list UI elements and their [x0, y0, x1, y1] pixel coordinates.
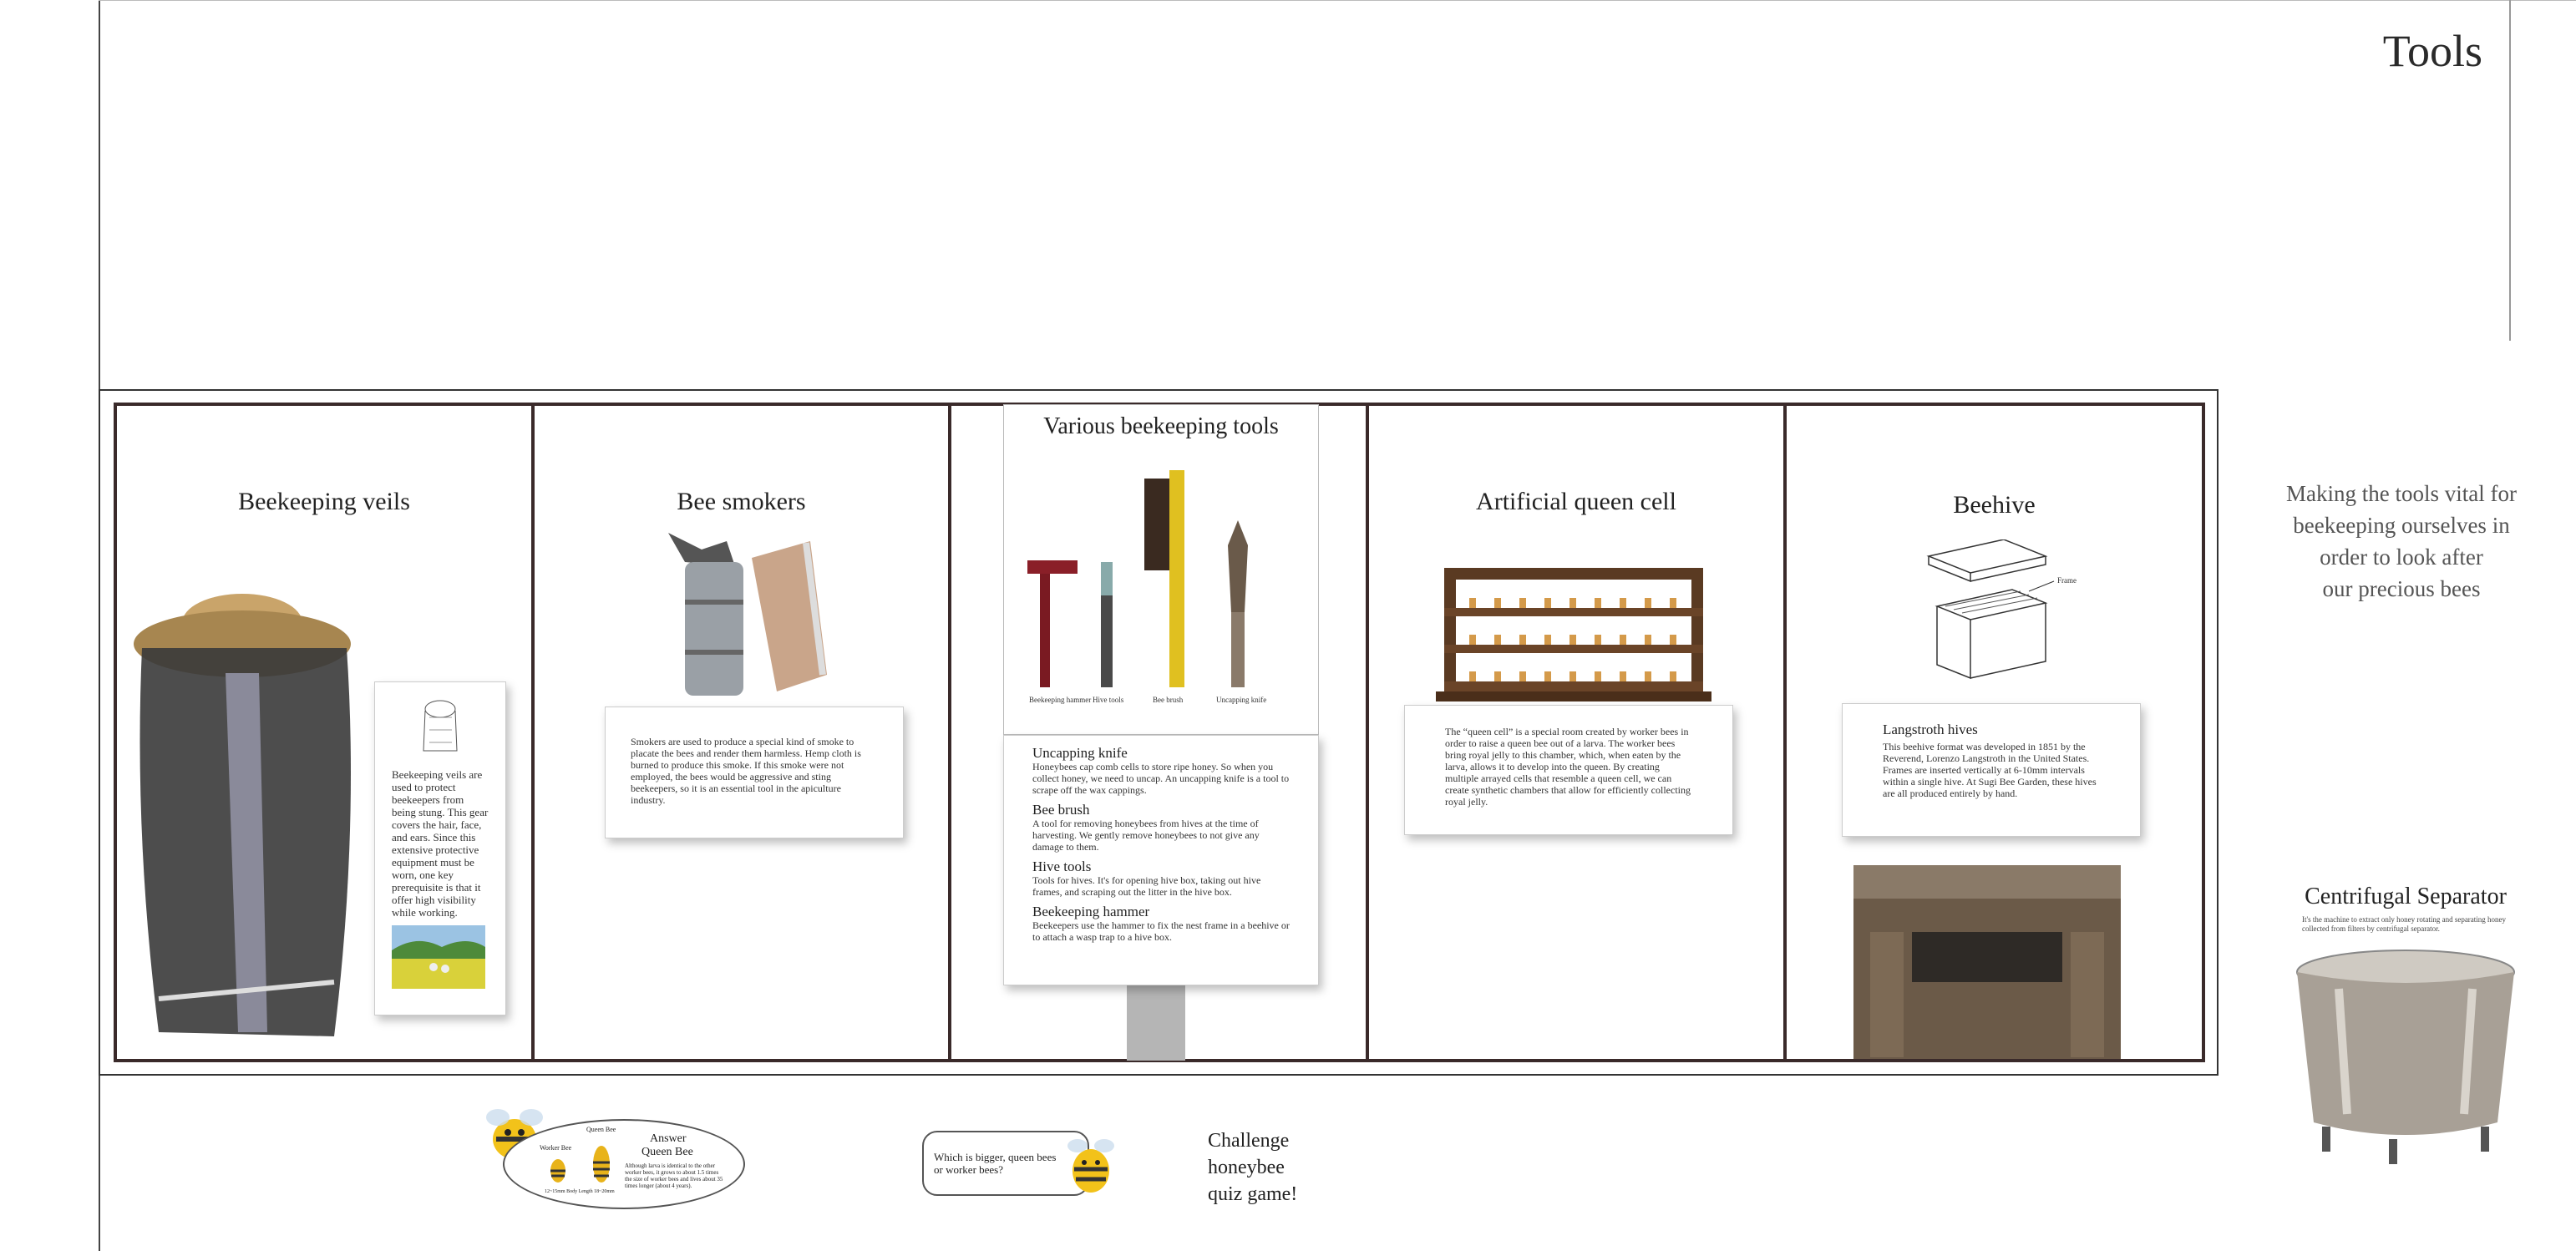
quiz-challenge-line-2: honeybee	[1208, 1157, 1285, 1178]
tools-board	[1003, 404, 1319, 735]
panel-title: Artificial queen cell	[1476, 488, 1676, 515]
intro-text	[2255, 478, 2548, 605]
quiz-queen-label: Queen Bee	[586, 1126, 616, 1133]
veils-card	[374, 681, 506, 1015]
tool-text-hammer: Beekeepers use the hammer to fix the nest frame in a beehive or to attach a wasp trap to a hive box.	[1032, 919, 1290, 943]
beehive-text: This beehive format was developed in 1851 by the Reverend, Lorenzo Langstroth in the United States. Frames are inserted vertically at 6-10mm intervals within a single hive. At Sugi Bee Garden, these hives are all produced entirely by hand.	[1883, 741, 2097, 799]
queen-cell-frame-image	[1436, 568, 1711, 701]
page-title: Tools	[2382, 26, 2482, 76]
panel-title: Bee smokers	[677, 488, 806, 515]
veil-image	[134, 581, 368, 1057]
smoker-image	[652, 524, 835, 700]
tool-text-brush: A tool for removing honeybees from hives at the time of harvesting. We gently remove honeybees to not give any damage to them.	[1032, 818, 1260, 853]
intro-line-2: beekeeping ourselves in	[2293, 513, 2510, 538]
tool-caption-hammer: Beekeeping hammer	[1029, 696, 1092, 704]
quiz-challenge	[1208, 1127, 1297, 1208]
beehive-sketch-image	[1920, 539, 2121, 681]
tool-heading-brush: Bee brush	[1032, 802, 1090, 818]
queen-cell-text: The “queen cell” is a special room created by worker bees in order to raise a queen bee out of a larva. The worker bees bring royal jelly to this chamber, which, when eaten by the larva, allows it to develop into the queen. By creating multiple arrayed cells that resemble a queen cell, we can create synthetic chambers that allow for efficiently collecting royal jelly.	[1445, 726, 1691, 808]
top-border-line	[99, 0, 2576, 1]
panel-title: Beehive	[1953, 491, 2036, 519]
quiz-answer: Queen Bee	[641, 1146, 693, 1158]
beehive-card-heading: Langstroth hives	[1883, 722, 1978, 737]
signboard-post	[1127, 984, 1185, 1061]
panel-veils	[117, 404, 531, 1061]
quiz-size-caption: 12~15mm Body Length 18~20mm	[545, 1189, 615, 1194]
separator-text: It's the machine to extract only honey rotating and separating honey collected from filters by centrifugal separator.	[2302, 915, 2507, 933]
intro-line-3: order to look after	[2320, 544, 2483, 570]
smokers-card	[605, 707, 904, 838]
meadow-photo	[392, 925, 485, 989]
tool-caption-brush: Bee brush	[1153, 696, 1184, 704]
queen-cell-card	[1404, 705, 1733, 835]
tool-text-uncapping: Honeybees cap comb cells to store ripe honey. So when you collect honey, we need to uncap. An uncapping knife is a tool to scrape off the wax cappings.	[1032, 761, 1290, 796]
tools-image	[1019, 470, 1303, 721]
veil-sketch-icon	[392, 692, 489, 759]
tool-heading-hive: Hive tools	[1032, 858, 1092, 874]
panel-beehive	[1787, 404, 2202, 1061]
separator-title: Centrifugal Separator	[2305, 884, 2507, 909]
smokers-text: Smokers are used to produce a special kind of smoke to placate the bees and render them harmless. Hemp cloth is burned to produce this smoke. If this smoke were not employed, the bees would be aggressive and sting beekeepers, so it is an essential tool in the apiculture industry.	[631, 736, 861, 806]
bee-question-icon	[1061, 1132, 1121, 1201]
panel-tools	[951, 404, 1366, 1061]
panel-queen-cell	[1369, 404, 1783, 1061]
queen-bee-icon	[585, 1137, 618, 1186]
quiz-challenge-line-3: quiz game!	[1208, 1183, 1298, 1205]
tool-heading-uncapping: Uncapping knife	[1032, 745, 1128, 761]
separator-image	[2289, 939, 2523, 1172]
quiz-answer-label: Answer	[650, 1132, 687, 1145]
panel-title: Beekeeping veils	[238, 488, 410, 515]
right-divider-line	[2509, 0, 2511, 341]
intro-line-4: our precious bees	[2322, 576, 2481, 601]
separator-section	[2289, 884, 2523, 1177]
beehive-card	[1842, 703, 2141, 837]
quiz-challenge-line-1: Challenge	[1208, 1130, 1290, 1152]
quiz-worker-label: Worker Bee	[540, 1144, 572, 1152]
beehive-photo	[1853, 865, 2121, 1059]
panel-smokers	[535, 404, 948, 1061]
tool-caption-hive: Hive tools	[1093, 696, 1124, 704]
frame-label: Frame	[2057, 576, 2077, 585]
tool-text-hive: Tools for hives. It's for opening hive box, taking out hive frames, and scraping out the litter in the hive box.	[1032, 874, 1261, 898]
tool-caption-knife: Uncapping knife	[1216, 696, 1267, 704]
tools-text-card	[1003, 735, 1319, 985]
worker-bee-icon	[543, 1152, 573, 1186]
tool-heading-hammer: Beekeeping hammer	[1032, 904, 1150, 919]
veils-text: Beekeeping veils are used to protect beekeepers from being stung. This gear covers the hair, face, and ears. Since this extensive protective equipment must be worn, one key prerequisite is that it offer high visibility while working.	[392, 768, 489, 919]
quiz-question: Which is bigger, queen bees or worker bees?	[934, 1151, 1057, 1176]
quiz-answer-text: Although larva is identical to the other worker bees, it grows to about 1.5 times the size of worker bees and lives about 35 times longer (about 4 years).	[625, 1162, 723, 1189]
intro-line-1: Making the tools vital for	[2286, 481, 2517, 506]
panel-title: Various beekeeping tools	[1043, 413, 1279, 439]
